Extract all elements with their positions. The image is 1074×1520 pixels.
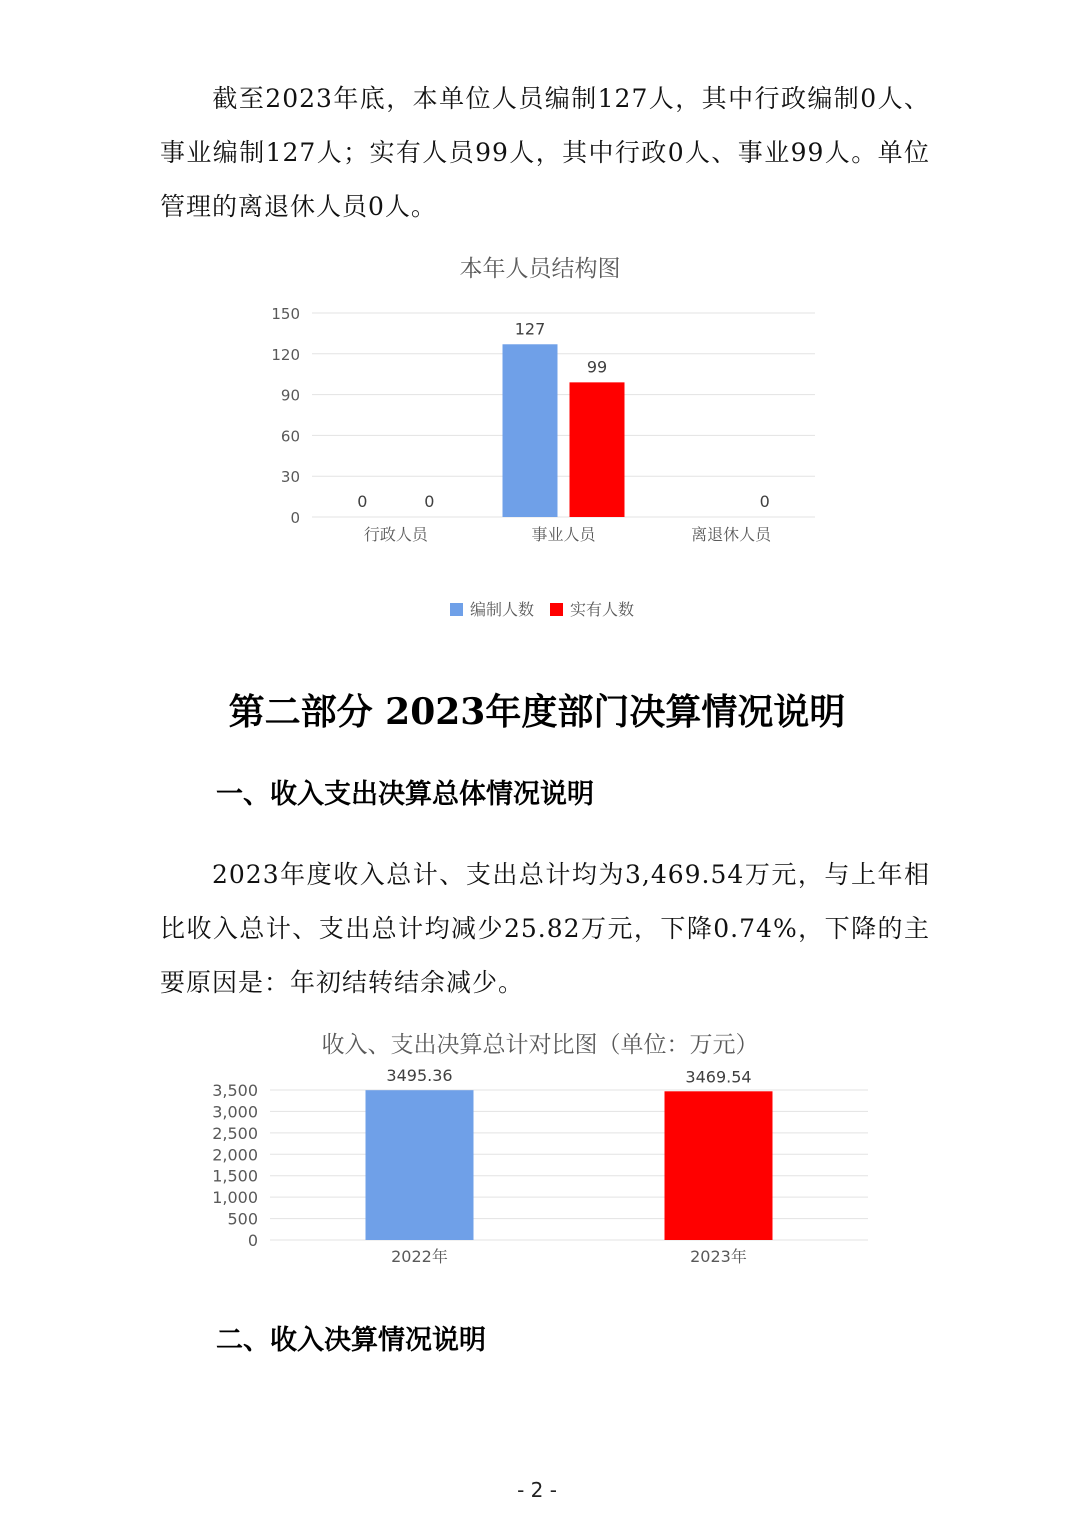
y-tick-label: 1,500 <box>212 1166 258 1186</box>
bar <box>366 1090 474 1240</box>
legend-label: 编制人数 <box>470 600 535 619</box>
section1-text: 2023年度收入总计、支出总计均为3,469.54万元，与上年相比收入总计、支出总计均减少25.82万元，下降0.74%，下降的主要原因是：年初结转结余减少。 <box>160 860 930 997</box>
x-category-label: 离退休人员 <box>691 525 772 544</box>
y-tick-label: 120 <box>271 345 300 364</box>
data-label: 0 <box>357 492 368 511</box>
y-tick-label: 2,500 <box>212 1123 258 1143</box>
y-tick-label: 0 <box>247 1231 258 1250</box>
x-category-label: 行政人员 <box>363 525 428 544</box>
data-label: 99 <box>586 357 608 377</box>
totals-chart-title: 收入、支出决算总计对比图（单位：万元） <box>321 1032 759 1058</box>
section1-heading: 一、收入支出决算总体情况说明 <box>216 779 594 810</box>
y-tick-label: 60 <box>280 427 300 446</box>
data-label: 3469.54 <box>685 1067 752 1087</box>
intro-text: 截至2023年底，本单位人员编制127人，其中行政编制0人、事业编制127人；实有人员99人，其中行政0人、事业99人。单位管理的离退休人员0人。 <box>160 84 930 221</box>
part-heading: 第二部分 2023年度部门决算情况说明 <box>228 691 846 733</box>
intro-paragraph <box>160 72 930 234</box>
y-tick-label: 3,500 <box>212 1081 258 1100</box>
y-tick-label: 90 <box>280 386 300 405</box>
staff-chart-title: 本年人员结构图 <box>459 256 621 282</box>
y-tick-label: 30 <box>280 468 300 487</box>
x-category-label: 2022年 <box>391 1247 448 1266</box>
section2-heading: 二、收入决算情况说明 <box>216 1325 486 1356</box>
bar <box>503 344 558 517</box>
y-tick-label: 3,000 <box>212 1102 258 1122</box>
staff-structure-chart <box>250 295 840 635</box>
y-tick-label: 500 <box>227 1209 258 1229</box>
y-tick-label: 0 <box>290 509 300 527</box>
legend-label: 实有人数 <box>570 600 635 619</box>
x-category-label: 2023年 <box>690 1247 747 1266</box>
bar <box>665 1091 773 1240</box>
totals-comparison-chart <box>190 1062 880 1282</box>
y-tick-label: 150 <box>271 305 300 323</box>
legend-swatch <box>550 603 563 616</box>
data-label: 3495.36 <box>386 1066 453 1086</box>
section1-paragraph <box>160 848 930 1010</box>
x-category-label: 事业人员 <box>531 525 596 544</box>
data-label: 0 <box>759 492 770 511</box>
data-label: 127 <box>514 319 546 339</box>
page-number: - 2 - <box>517 1478 557 1502</box>
data-label: 0 <box>424 492 435 511</box>
legend-swatch <box>450 603 463 616</box>
bar <box>570 382 625 517</box>
y-tick-label: 1,000 <box>212 1188 258 1208</box>
y-tick-label: 2,000 <box>212 1145 258 1165</box>
